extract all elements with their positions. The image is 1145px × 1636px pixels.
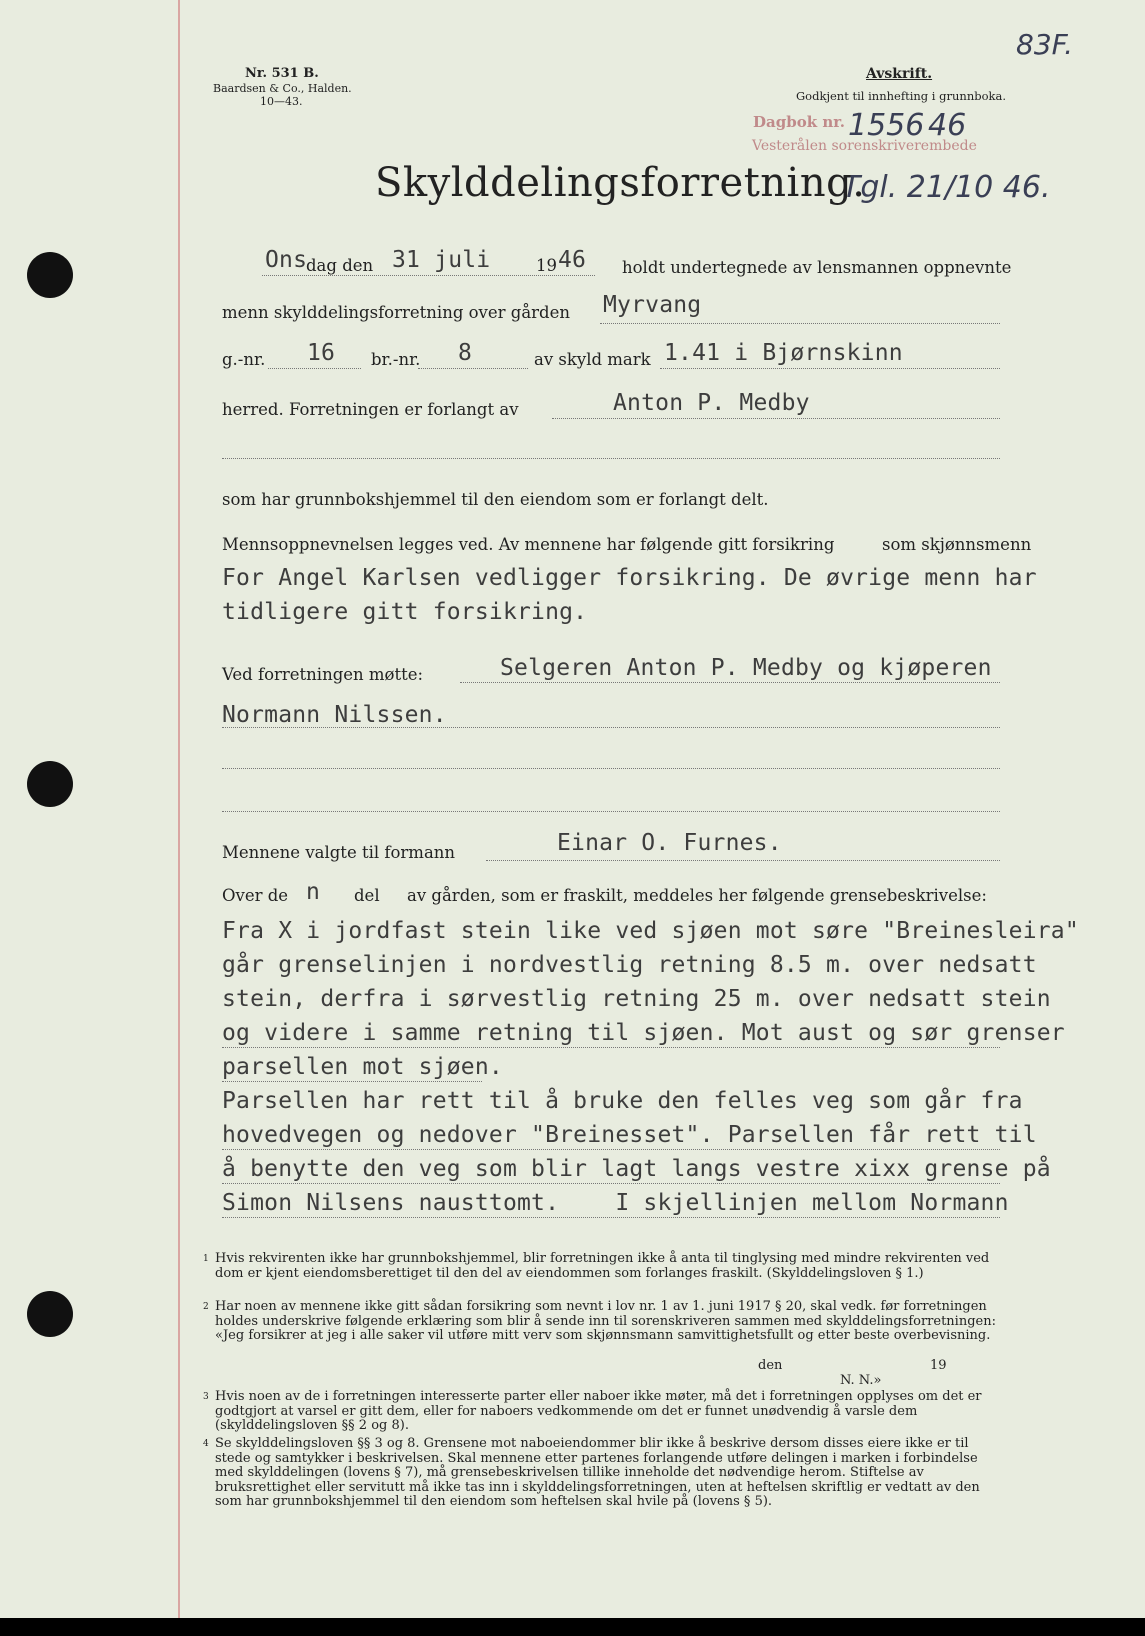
fill-line bbox=[460, 682, 1000, 683]
fill-line bbox=[418, 368, 528, 369]
grense-line: Parsellen har rett til å bruke den felles veg som går fra bbox=[222, 1088, 1023, 1114]
grense-line: og videre i samme retning til sjøen. Mot aust og sør grenser bbox=[222, 1020, 1065, 1046]
mote-line-2: Normann Nilssen. bbox=[222, 702, 447, 728]
fill-line bbox=[222, 1217, 1000, 1218]
year-prefix: 19 bbox=[536, 256, 557, 275]
menn-text: menn skylddelingsforretning over gården bbox=[222, 303, 571, 322]
footnote-3 bbox=[203, 1389, 1005, 1434]
formann-label: Mennene valgte til formann bbox=[222, 843, 456, 862]
grense-line: går grenselinjen i nordvestlig retning 8.5 m. over nedsatt bbox=[222, 952, 1037, 978]
skyld-label: av skyld mark bbox=[534, 350, 651, 369]
grense-line: å benytte den veg som blir lagt langs vestre xixx grense på bbox=[222, 1156, 1051, 1182]
farm-name: Myrvang bbox=[603, 292, 702, 318]
forsikring-line-2: tidligere gitt forsikring. bbox=[222, 599, 588, 625]
dagbok-number: 1556 bbox=[848, 108, 925, 143]
footnote-text: Hvis noen av de i forretningen interesserte parter eller naboer ikke møter, må det i forretningen opplyses om det er godtgjort at varsel er gitt dem, eller for naboers vedkommende om det er funnet unødvendig å varsle dem (skylddelingsloven §§ 2 og 8). bbox=[215, 1389, 982, 1433]
fill-line bbox=[222, 1183, 1000, 1184]
stamp-dagbok: Dagbok nr. bbox=[753, 113, 845, 131]
over-de-label: Over de bbox=[222, 886, 289, 905]
fill-line bbox=[222, 727, 1000, 728]
bnr: 8 bbox=[458, 340, 473, 366]
year: 46 bbox=[558, 247, 587, 273]
formann: Einar O. Furnes. bbox=[557, 830, 782, 856]
requested-by: Anton P. Medby bbox=[613, 390, 810, 416]
page-number: 83F. bbox=[1016, 28, 1074, 61]
holdt-text: holdt undertegnede av lensmannen oppnevnte bbox=[622, 258, 1012, 277]
punch-hole bbox=[27, 761, 73, 807]
fill-line bbox=[660, 368, 1000, 369]
fill-line bbox=[262, 275, 595, 276]
approved-text: Godkjent til innhefting i grunnboka. bbox=[796, 89, 1006, 103]
printer: Baardsen & Co., Halden. bbox=[213, 82, 352, 95]
weekday: Ons bbox=[265, 247, 308, 273]
gnr: 16 bbox=[307, 340, 336, 366]
footnote-4 bbox=[203, 1436, 1005, 1510]
fill-line bbox=[222, 811, 1000, 812]
grunnbok-text: som har grunnbokshjemmel til den eiendom som er forlangt delt. bbox=[222, 490, 769, 509]
herred-text: herred. Forretningen er forlangt av bbox=[222, 400, 519, 419]
print-date: 10—43. bbox=[260, 95, 303, 108]
grense-line: Fra X i jordfast stein like ved sjøen mot søre "Breinesleira" bbox=[222, 918, 1079, 944]
punch-hole bbox=[27, 1291, 73, 1337]
fill-line bbox=[222, 1081, 482, 1082]
gnr-label: g.-nr. bbox=[222, 350, 266, 369]
fill-line bbox=[222, 458, 1000, 459]
footnote-1 bbox=[203, 1251, 1005, 1281]
stamp-office: Vesterålen sorenskriverembede bbox=[752, 138, 977, 154]
footnote-text: Se skylddelingsloven §§ 3 og 8. Grensene mot naboeiendommer blir ikke å beskrive dersom disses eiere ikke er til stede og samtykker i beskrivelsen. Skal mennene etter partenes forlangende utføre delingen i marken i forbindelse med skylddelingen (lovens § 7), må grensebeskrivelsen tillike inneholde det nødvendige herom. Stiftelse av bruksrettighet eller servitutt må ikke tas inn i skylddelingsforretningen, uten at heftelsen skriftlig er vedtatt av den som har grunnbokshjemmel til den eiendom som heftelsen skal hvile på (lovens § 5). bbox=[215, 1436, 980, 1509]
grense-line: Simon Nilsens nausttomt. I skjellinjen mellom Normann bbox=[222, 1190, 1009, 1216]
margin-line bbox=[178, 0, 180, 1618]
mennsopp-text: Mennsoppnevnelsen legges ved. Av mennene har følgende gitt forsikring bbox=[222, 535, 835, 554]
skyld: 1.41 i Bjørnskinn bbox=[664, 340, 903, 366]
dag-den-label: dag den bbox=[306, 256, 374, 275]
fill-line bbox=[552, 418, 1000, 419]
footnote-text: Har noen av mennene ikke gitt sådan forsikring som nevnt i lov nr. 1 av 1. juni 1917 § 20, skal vedk. før forretningen holdes underskrive følgende erklæring som blir å sende inn til sorenskriveren sammen med skylddelingsforretningen: «Jeg forsikrer at jeg i alle saker vil utføre mitt verv som skjønnsmann samvittighetsfullt og etter beste overbevisning. bbox=[215, 1299, 996, 1343]
footnote-number: 4 bbox=[203, 1439, 209, 1449]
footnote-number: 1 bbox=[203, 1254, 209, 1264]
mote-label: Ved forretningen møtte: bbox=[222, 665, 424, 684]
fill-line bbox=[222, 1149, 1000, 1150]
grense-text: av gården, som er fraskilt, meddeles her følgende grensebeskrivelse: bbox=[407, 886, 987, 905]
date: 31 juli bbox=[392, 247, 491, 273]
del-label: del bbox=[354, 886, 380, 905]
fill-line bbox=[600, 323, 1000, 324]
footnote-text: Hvis rekvirenten ikke har grunnbokshjemmel, blir forretningen ikke å anta til tinglysing med mindre rekvirenten ved dom er kjent eiendomsberettiget til den del av eiendommen som forlanges fraskilt. (Skylddelingsloven § 1.) bbox=[215, 1251, 990, 1281]
forsikring-line-1: For Angel Karlsen vedligger forsikring. De øvrige menn har bbox=[222, 565, 1037, 591]
footnote-number: 2 bbox=[203, 1302, 209, 1312]
skjonn-text: som skjønnsmenn bbox=[882, 535, 1032, 554]
fill-line bbox=[268, 368, 361, 369]
form-number: Nr. 531 B. bbox=[245, 66, 319, 81]
footnote-den: den bbox=[758, 1358, 783, 1373]
tinglyst-note: Tgl. 21/10 46. bbox=[842, 170, 1051, 205]
grense-line: stein, derfra i sørvestlig retning 25 m. over nedsatt stein bbox=[222, 986, 1051, 1012]
footnote-2 bbox=[203, 1299, 1005, 1344]
over-de-n: n bbox=[306, 879, 321, 905]
mote-line-1: Selgeren Anton P. Medby og kjøperen bbox=[500, 655, 992, 681]
dagbok-year: 46 bbox=[928, 108, 967, 143]
copy-label: Avskrift. bbox=[866, 66, 933, 82]
fill-line bbox=[486, 860, 1000, 861]
grense-line: parsellen mot sjøen. bbox=[222, 1054, 503, 1080]
footnote-nn: N. N.» bbox=[840, 1373, 882, 1388]
footnote-19: 19 bbox=[930, 1358, 947, 1373]
grense-line: hovedvegen og nedover "Breinesset". Parsellen får rett til bbox=[222, 1122, 1037, 1148]
punch-hole bbox=[27, 252, 73, 298]
fill-line bbox=[222, 1047, 1000, 1048]
page-title: Skylddelingsforretning. bbox=[375, 160, 866, 206]
fill-line bbox=[222, 768, 1000, 769]
footnote-number: 3 bbox=[203, 1392, 209, 1402]
bnr-label: br.-nr. bbox=[371, 350, 421, 369]
